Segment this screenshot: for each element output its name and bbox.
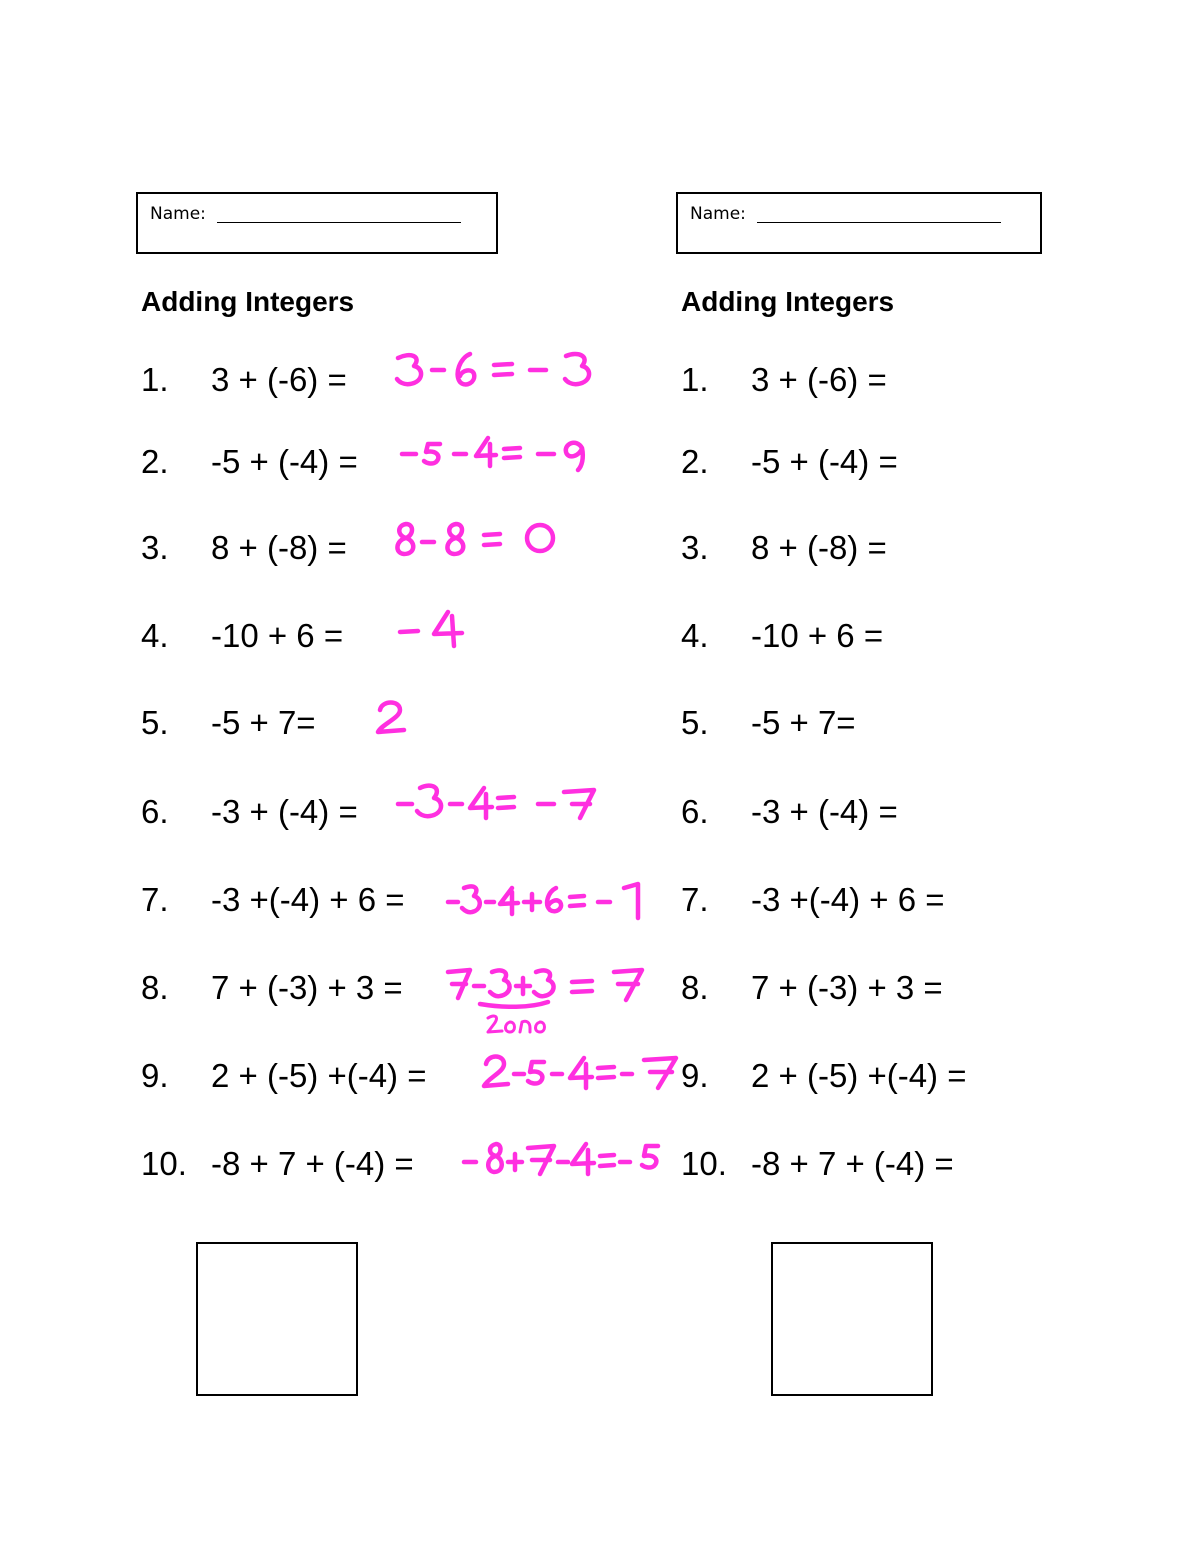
- handwritten-answer-9: [480, 1050, 684, 1094]
- problem-number: 5.: [681, 704, 709, 741]
- handwritten-answer-7: [446, 878, 652, 922]
- problem-expression: -3 + (-4) =: [751, 793, 898, 830]
- problem-number: 9.: [681, 1057, 709, 1094]
- problem-expression: 2 + (-5) +(-4) =: [751, 1057, 967, 1094]
- name-label: Name:: [150, 204, 206, 224]
- problem-number: 9.: [141, 1057, 169, 1094]
- problem-number: 2.: [681, 443, 709, 480]
- score-box-left: [196, 1242, 358, 1396]
- score-box-right: [771, 1242, 933, 1396]
- handwritten-answer-10: [460, 1136, 672, 1180]
- problem-expression: 3 + (-6) =: [211, 361, 347, 398]
- problem-expression: -3 +(-4) + 6 =: [211, 881, 405, 918]
- problem-number: 2.: [141, 443, 169, 480]
- problem-expression: -5 + 7=: [751, 704, 856, 741]
- problem-expression: 8 + (-8) =: [211, 529, 347, 566]
- problem-number: 6.: [681, 793, 709, 830]
- handwritten-answer-8: [444, 962, 654, 1042]
- problem-number: 4.: [141, 617, 169, 654]
- problem-expression: -5 + 7=: [211, 704, 316, 741]
- problem-expression: -10 + 6 =: [751, 617, 884, 654]
- problem-number: 1.: [141, 361, 169, 398]
- name-label: Name:: [690, 204, 746, 224]
- problem-expression: 8 + (-8) =: [751, 529, 887, 566]
- handwritten-answer-6: [394, 780, 610, 824]
- name-box-right[interactable]: [676, 192, 1042, 254]
- handwritten-answer-5: [372, 696, 422, 740]
- problem-expression: -10 + 6 =: [211, 617, 344, 654]
- problem-number: 8.: [141, 969, 169, 1006]
- problem-expression: 7 + (-3) + 3 =: [211, 969, 403, 1006]
- problem-expression: -3 +(-4) + 6 =: [751, 881, 945, 918]
- handwritten-answer-2: [398, 428, 628, 472]
- problem-number: 7.: [141, 881, 169, 918]
- problem-expression: -5 + (-4) =: [211, 443, 358, 480]
- problem-number: 10.: [141, 1145, 187, 1182]
- handwritten-answer-4: [396, 606, 486, 650]
- name-line[interactable]: [217, 222, 461, 223]
- handwritten-answer-1: [390, 348, 610, 392]
- problem-number: 4.: [681, 617, 709, 654]
- worksheet-title-right: Adding Integers: [681, 286, 895, 317]
- problem-expression: -5 + (-4) =: [751, 443, 898, 480]
- name-line[interactable]: [757, 222, 1001, 223]
- handwritten-note-zero: [488, 1016, 545, 1032]
- problem-number: 5.: [141, 704, 169, 741]
- problem-expression: 7 + (-3) + 3 =: [751, 969, 943, 1006]
- problem-expression: -8 + 7 + (-4) =: [211, 1145, 414, 1182]
- handwritten-answer-3: [392, 518, 572, 562]
- problem-number: 6.: [141, 793, 169, 830]
- problem-expression: 3 + (-6) =: [751, 361, 887, 398]
- problem-number: 7.: [681, 881, 709, 918]
- name-box-left[interactable]: [136, 192, 498, 254]
- problem-number: 1.: [681, 361, 709, 398]
- problem-number: 3.: [681, 529, 709, 566]
- problem-expression: 2 + (-5) +(-4) =: [211, 1057, 427, 1094]
- problem-expression: -8 + 7 + (-4) =: [751, 1145, 954, 1182]
- problem-number: 8.: [681, 969, 709, 1006]
- problem-number: 3.: [141, 529, 169, 566]
- problem-number: 10.: [681, 1145, 727, 1182]
- worksheet-title-left: Adding Integers: [141, 286, 355, 317]
- problem-expression: -3 + (-4) =: [211, 793, 358, 830]
